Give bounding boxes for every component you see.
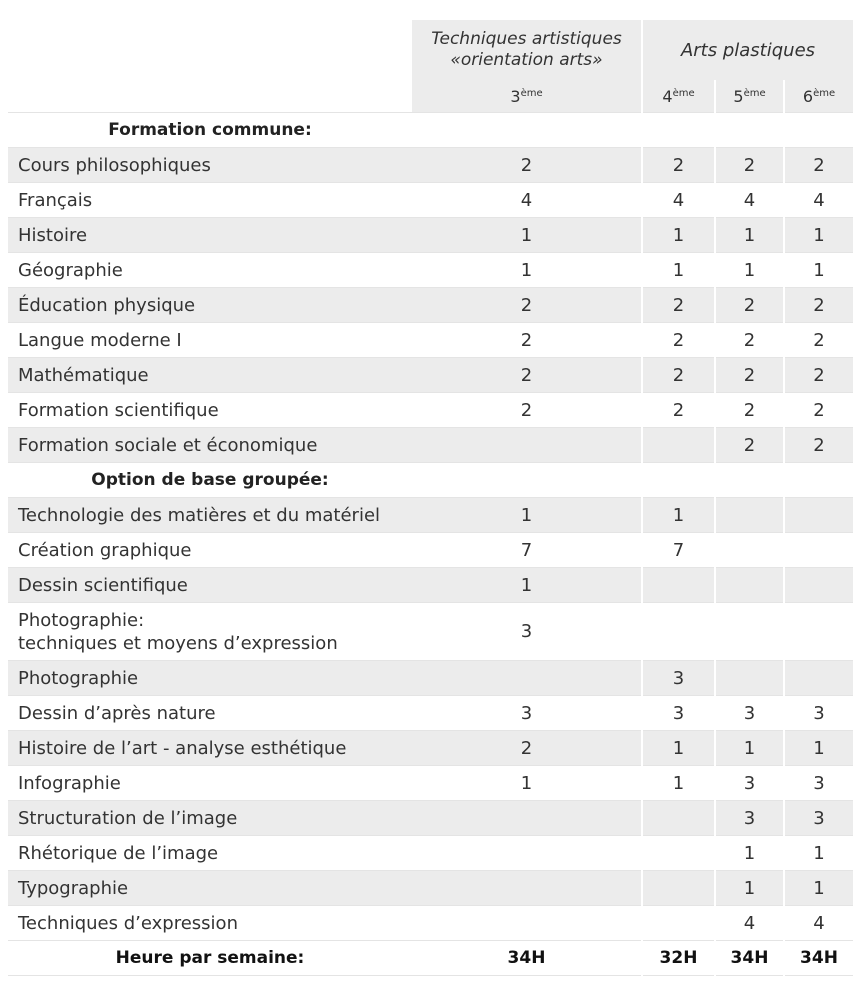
subject-label: Technologie des matières et du matériel [8,498,412,533]
hours-cell: 2 [715,428,784,463]
hours-cell [784,603,853,661]
total-label: Heure par semaine: [8,941,412,976]
hours-cell: 2 [520,329,533,351]
hours-cell: 1 [715,253,784,288]
subject-label: Géographie [18,259,123,281]
subject-label: Structuration de l’image [8,801,412,836]
table-row [8,323,853,358]
year-6 [784,80,853,113]
table-row [8,183,853,218]
hours-cell: 2 [642,393,715,428]
hours-cell: 34H [784,941,853,976]
hours-cell: 2 [642,288,715,323]
hours-cell [412,113,642,148]
header-arts-plastiques: Arts plastiques [642,20,853,80]
hours-cell [412,463,642,498]
hours-cell: 1 [715,218,784,253]
header-techniques-artistiques: Techniques artistiques «orientation arts» [412,20,642,80]
hours-cell: 7 [642,533,715,568]
hours-cell [412,906,642,941]
hours-cell: 1 [642,253,715,288]
hours-cell: 3 [642,661,715,696]
hours-cell: 2 [784,288,853,323]
table-row [8,766,853,801]
year-5 [715,80,784,113]
hours-cell [642,801,715,836]
hours-cell: 3 [715,766,784,801]
hours-cell: 2 [412,731,642,766]
table-row [8,148,853,183]
table-row [8,696,853,731]
year-4 [642,80,715,113]
curriculum-table [8,20,853,976]
hours-cell: 3 [784,696,853,731]
hours-cell: 7 [520,539,533,561]
hours-cell: 1 [412,218,642,253]
hours-cell: 2 [784,148,853,183]
hours-cell [784,533,853,568]
hours-cell [715,113,784,148]
header-blank-years [8,80,412,113]
hours-cell: 2 [715,358,784,393]
hours-cell [642,113,715,148]
hours-cell: 2 [412,288,642,323]
subject-label: Dessin d’après nature [18,702,216,724]
hours-cell: 1 [642,218,715,253]
header-blank [8,20,412,80]
hours-cell: 1 [784,836,853,871]
hours-cell: 3 [520,702,533,724]
hours-cell: 1 [784,253,853,288]
hours-cell: 1 [520,772,533,794]
hours-cell [642,463,715,498]
hours-cell: 1 [412,498,642,533]
hours-cell [784,463,853,498]
subject-label: Dessin scientifique [8,568,412,603]
section-label: Formation commune: [108,120,312,140]
subject-label: Rhétorique de l’image [18,842,219,864]
hours-cell: 1 [715,871,784,906]
hours-cell: 3 [784,766,853,801]
hours-cell: 3 [784,801,853,836]
hours-cell: 1 [784,871,853,906]
hours-cell: 1 [520,259,533,281]
subject-label: Histoire [8,218,412,253]
table-row [8,906,853,941]
hours-cell: 4 [715,906,784,941]
hours-cell [642,836,715,871]
hours-cell [784,568,853,603]
hours-cell: 3 [520,621,533,642]
table-row [8,603,853,661]
table-row [8,871,853,906]
hours-cell: 4 [715,183,784,218]
hours-cell: 2 [715,323,784,358]
hours-cell [715,568,784,603]
table-row [8,498,853,533]
hours-cell: 2 [784,358,853,393]
hours-cell: 2 [520,399,533,421]
table-row [8,253,853,288]
subject-label: Langue moderne I [18,329,182,351]
hours-cell: 1 [784,731,853,766]
subject-label: Français [18,189,93,211]
hours-cell: 4 [520,189,533,211]
hours-cell [642,871,715,906]
hours-cell [715,661,784,696]
table-row [8,428,853,463]
hours-cell: 34H [412,941,642,976]
subject-label: Création graphique [18,539,192,561]
hours-cell: 2 [784,428,853,463]
hours-cell [412,871,642,906]
hours-cell [715,603,784,661]
hours-cell: 3 [715,696,784,731]
year-suffix: ème [520,87,543,99]
hours-cell: 2 [715,148,784,183]
hours-cell [642,603,715,661]
year-3 [412,80,642,113]
hours-cell [715,498,784,533]
table-row [8,358,853,393]
header-row-groups [8,20,853,80]
hours-cell: 3 [715,801,784,836]
table-row [8,661,853,696]
subject-label: Formation sociale et économique [8,428,412,463]
hours-cell: 3 [642,696,715,731]
header-row-years [8,80,853,113]
hours-cell: 4 [642,183,715,218]
section-label: Option de base groupée: [91,470,329,490]
hours-cell: 2 [412,148,642,183]
table-row [8,393,853,428]
hours-cell [784,113,853,148]
subject-label: Techniques d’expression [18,912,238,934]
table-row [8,731,853,766]
hours-cell [642,428,715,463]
table-row [8,218,853,253]
hours-cell: 1 [642,766,715,801]
hours-cell [784,661,853,696]
table-row [8,288,853,323]
table-row [8,568,853,603]
section-header-row [8,113,853,148]
hours-cell: 2 [715,288,784,323]
table-row [8,533,853,568]
hours-cell: 1 [715,731,784,766]
hours-cell: 34H [715,941,784,976]
hours-cell: 4 [784,183,853,218]
subject-label: Éducation physique [8,288,412,323]
subject-label: Typographie [8,871,412,906]
hours-cell: 2 [715,393,784,428]
table-row [8,801,853,836]
hours-cell [642,568,715,603]
hours-cell: 2 [642,148,715,183]
year-number: 4 [662,86,673,106]
year-number: 5 [733,86,744,106]
hours-cell [412,428,642,463]
hours-cell [412,801,642,836]
year-suffix: ème [743,87,766,99]
total-row [8,941,853,976]
subject-label: Infographie [18,772,121,794]
hours-cell: 1 [642,731,715,766]
hours-cell [412,836,642,871]
hours-cell: 1 [715,836,784,871]
hours-cell: 1 [412,568,642,603]
hours-cell: 2 [412,358,642,393]
section-header-row [8,463,853,498]
hours-cell: 4 [784,906,853,941]
subject-label: Mathématique [8,358,412,393]
hours-cell: 32H [642,941,715,976]
table-row [8,836,853,871]
table-body [8,113,853,976]
hours-cell: 2 [784,323,853,358]
hours-cell: 1 [642,498,715,533]
subject-label: Photographie [8,661,412,696]
subject-label: Photographie: techniques et moyens d’expression [18,609,338,654]
year-number: 6 [802,86,814,106]
hours-cell: 2 [642,323,715,358]
subject-label: Cours philosophiques [8,148,412,183]
hours-cell: 2 [642,358,715,393]
subject-label: Formation scientifique [18,399,219,421]
year-suffix: ème [813,87,836,99]
hours-cell: 1 [784,218,853,253]
hours-cell [784,498,853,533]
hours-cell: 2 [784,393,853,428]
hours-cell [715,533,784,568]
year-number: 3 [510,86,521,106]
hours-cell [642,906,715,941]
year-suffix: ème [672,87,695,99]
subject-label: Histoire de l’art - analyse esthétique [8,731,412,766]
hours-cell [412,661,642,696]
hours-cell [715,463,784,498]
